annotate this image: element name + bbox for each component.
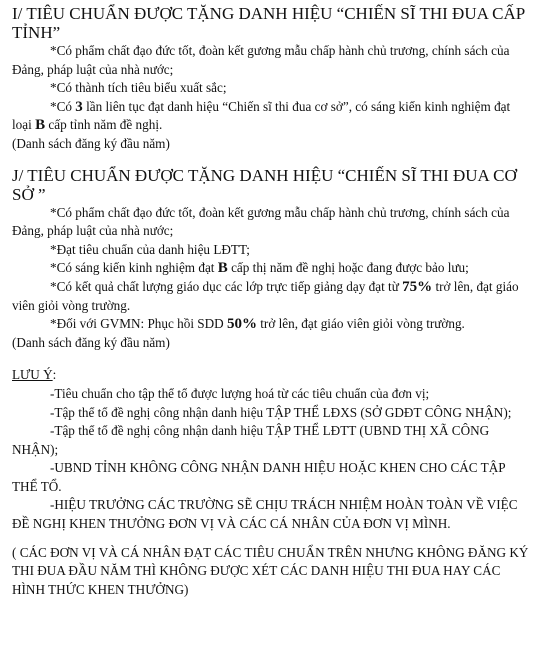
criterion-text: trở lên, đạt giáo viên giỏi vòng trường. [256,316,465,332]
times-count: 3 [75,98,83,115]
grade-letter: B [35,117,46,134]
criterion-text: *Có [50,98,76,114]
section-j-criterion-4 [12,278,530,315]
criterion-text: cấp thị năm đề nghị hoặc đang được bảo lưu; [227,260,469,276]
section-i-heading: I/ TIÊU CHUẨN ĐƯỢC TẶNG DANH HIỆU “CHIẾN SĨ THI ĐUA CẤP TỈNH” [12,4,525,42]
grade-letter: B [217,260,228,277]
section-j-criterion-5 [12,315,530,334]
criterion-text: lần liên tục đạt danh hiệu “Chiến sĩ thi đua cơ sở”, có sáng kiến kinh nghiệm đạt loại [12,98,511,133]
note-item: -HIỆU TRƯỞNG CÁC TRƯỜNG SẼ CHỊU TRÁCH NHIỆM HOÀN TOÀN VỀ VIỆC ĐỀ NGHỊ KHEN THƯỞNG ĐƠN VỊ VÀ CÁC CÁ NHÂN CỦA ĐƠN VỊ MÌNH. [12,497,518,532]
section-i-criterion-1: *Có phẩm chất đạo đức tốt, đoàn kết gương mẫu chấp hành chủ trương, chính sách của Đảng, pháp luật của nhà nước; [12,43,510,77]
section-j-note: (Danh sách đăng ký đầu năm) [12,334,170,350]
section-j-heading: J/ TIÊU CHUẨN ĐƯỢC TẶNG DANH HIỆU “CHIẾN SĨ THI ĐUA CƠ SỞ ” [12,165,517,204]
criterion-text: *Có sáng kiến kinh nghiệm đạt [50,260,218,276]
notes-title-colon: : [52,367,57,383]
section-j-criterion-1: *Có phẩm chất đạo đức tốt, đoàn kết gương mẫu chấp hành chủ trương, chính sách của Đảng, pháp luật của nhà nước; [12,204,510,239]
notes-title [12,366,530,385]
section-i-note: (Danh sách đăng ký đầu năm) [12,135,170,151]
section-i-criterion-2: *Có thành tích tiêu biểu xuất sắc; [50,80,227,96]
notes-title-text: LƯU Ý [12,367,53,383]
note-item: -Tập thể tổ đề nghị công nhận danh hiệu TẬP THỂ LĐXS (SỞ GDĐT CÔNG NHẬN); [50,404,512,420]
criterion-text: trở lên, đạt giáo viên giỏi vòng trường. [12,278,519,313]
note-item: -Tập thể tổ đề nghị công nhận danh hiệu TẬP THỂ LĐTT (UBND THỊ XÃ CÔNG NHẬN); [12,423,490,457]
section-i-criterion-3 [12,98,530,135]
section-j-criterion-2: *Đạt tiêu chuẩn của danh hiệu LĐTT; [50,241,250,257]
note-item: -UBND TỈNH KHÔNG CÔNG NHẬN DANH HIỆU HOẶC KHEN CHO CÁC TẬP THỂ TỔ. [12,460,506,494]
criterion-text: cấp tỉnh năm đề nghị. [45,117,163,133]
criterion-text: *Đối với GVMN: Phục hồi SDD [50,316,227,332]
percent-value: 75% [402,278,433,295]
criterion-text: *Có kết quả chất lượng giáo dục các lớp trực tiếp giảng dạy đạt từ [50,278,403,294]
final-note: ( CÁC ĐƠN VỊ VÀ CÁ NHÂN ĐẠT CÁC TIÊU CHUẨN TRÊN NHƯNG KHÔNG ĐĂNG KÝ THI ĐUA ĐẦU NĂM THÌ KHÔNG ĐƯỢC XÉT CÁC DANH HIỆU THI ĐUA HAY CÁC HÌNH THỨC KHEN THƯỞNG) [12,544,529,597]
note-item: -Tiêu chuẩn cho tập thể tổ được lượng hoá từ các tiêu chuẩn của đơn vị; [50,385,430,401]
section-j-criterion-3 [12,259,530,278]
percent-value: 50% [226,316,257,333]
